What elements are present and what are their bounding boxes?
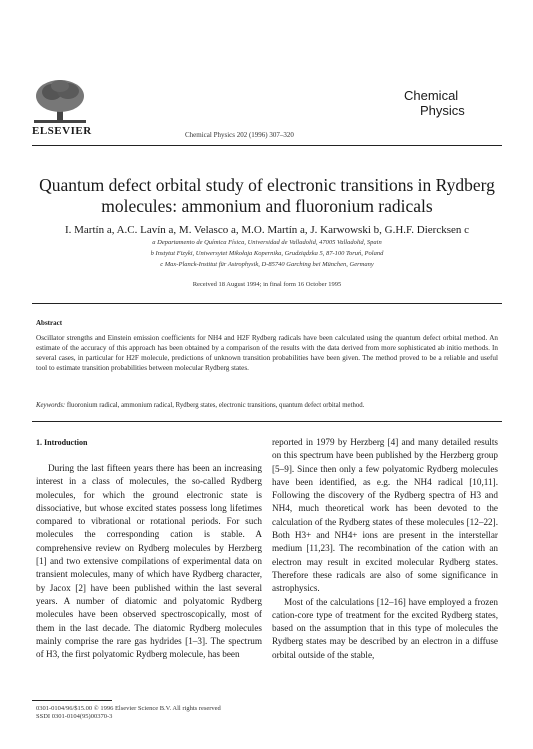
- article-title: Quantum defect orbital study of electronic transitions in Rydberg molecules: ammonium and fluoronium radicals: [39, 175, 495, 216]
- copyright-footer: 0301-0104/96/$15.00 © 1996 Elsevier Science B.V. All rights reserved SSDI 0301-0104(95)00370-3: [36, 705, 221, 720]
- paragraph: reported in 1979 by Herzberg [4] and many detailed results on this spectrum have been published by the Herzberg group [5–9]. Since then only a few polyatomic Rydberg molecules have been identified, as e.g. the NH4 radical [10,11]. Following the discovery of the Rydberg spectra of H3 and NH4, much theoretical work has been devoted to the calculation of the Rydberg states of these molecules [12–22]. Both H3+ and NH4+ ions are present in the interstellar medium [11,23]. The recombination of the cation with an electron may result in excited molecular Rydberg states. Therefore these radicals are also of some significance in astrophysics.: [272, 437, 498, 594]
- paragraph: Most of the calculations [12–16] have employed a frozen cation-core type of treatment for the excited Rydberg states, based on the assumption that in this type of molecules the Rydberg states may be described by an electron in a diffuse orbital outside of the stable,: [272, 596, 498, 660]
- affiliation-a: a Departamento de Química Física, Universidad de Valladolid, 47005 Valladolid, Spain: [152, 239, 382, 246]
- abstract-heading: Abstract: [36, 319, 63, 327]
- body-column-right: [272, 436, 498, 662]
- keywords: [36, 402, 498, 409]
- body-column-left: [36, 462, 262, 661]
- affiliation-b: b Instytut Fizyki, Uniwersytet Mikołaja Kopernika, Grudziądzka 5, 87-100 Toruń, Poland: [150, 250, 384, 257]
- elsevier-tree-logo: [30, 76, 90, 124]
- header-rule: [32, 145, 502, 146]
- author-list: I. Martín a, A.C. Lavín a, M. Velasco a, M.O. Martín a, J. Karwowski b, G.H.F. Diercksen c: [64, 224, 469, 236]
- journal-name: Chemical Physics: [404, 88, 465, 118]
- section-heading-introduction: 1. Introduction: [36, 438, 88, 447]
- journal-citation: Chemical Physics 202 (1996) 307–320: [185, 131, 294, 139]
- paragraph: During the last fifteen years there has been an increasing interest in a class of molecules, the so-called Rydberg molecules, for which the ground electronic state is dissociative, but whose excited states possess long lifetimes compared to vibrational or rotational periods. For such molecules the corresponding cation is stable. A comprehensive review on Rydberg molecules by Herzberg [1] and two extensive compilations of experimental data on transient molecules, many of which have Rydberg character, by Jacox [2] have been published within the last several years. A number of diatomic and polyatomic Rydberg molecules have been observed spectroscopically, most of them in the last decade. The diatomic Rydberg molecules mainly comprise the rare gas hydrides [1–3]. The spectrum of H3, the first polyatomic Rydberg molecule, has been: [36, 463, 262, 660]
- abstract-top-rule: [32, 303, 502, 304]
- abstract-text: Oscillator strengths and Einstein emission coefficients for NH4 and H2F Rydberg radicals have been calculated using the quantum defect orbital method. An estimate of the accuracy of this approach has been obtained by a comparison of the results with the data derived from more sophisticated ab initio methods. In several cases, in particular for H2F molecule, predictions of unknown transition probabilities have been given. The method proved to be a reliable and useful tool to estimate transition probabilities between molecular Rydberg states.: [36, 334, 498, 372]
- affiliation-c: c Max-Planck-Institut für Astrophysik, D-85740 Garching bei München, Germany: [160, 261, 374, 268]
- abstract-bottom-rule: [32, 421, 502, 422]
- received-dates: Received 18 August 1994; in final form 16 October 1995: [192, 281, 342, 288]
- keywords-text: fluoronium radical, ammonium radical, Rydberg states, electronic transitions, quantum defect orbital method.: [66, 402, 365, 409]
- keywords-label: Keywords:: [36, 402, 66, 409]
- footer-rule: [32, 700, 112, 701]
- publisher-name: ELSEVIER: [32, 125, 92, 137]
